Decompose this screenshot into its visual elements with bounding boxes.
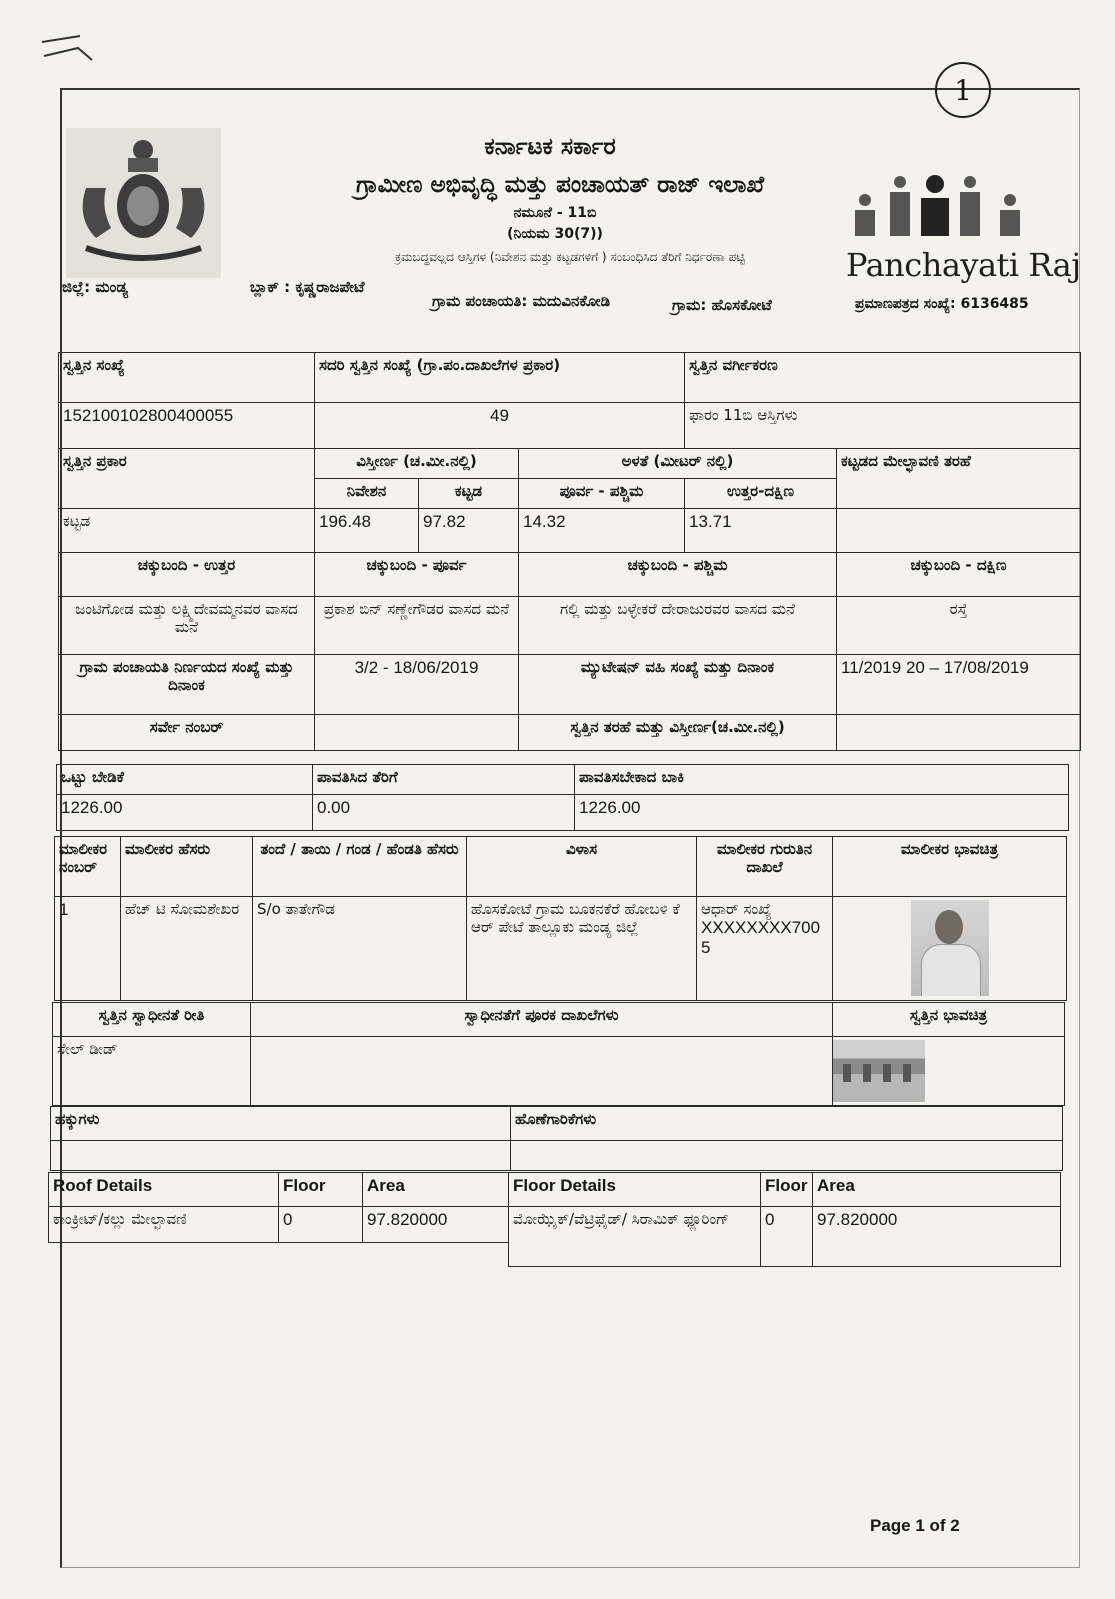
header-classification: ಸ್ವತ್ತಿನ ವರ್ಗೀಕರಣ xyxy=(685,353,1081,403)
form-description: ಕ್ರಮಬದ್ಧವಲ್ಲದ ಆಸ್ತಿಗಳ (ನಿವೇಶನ ಮತ್ತು ಕಟ್ಟಡಗಳಿಗೆ ) ಸಂಬಂಧಿಸಿದ ತೆರಿಗೆ ನಿರ್ಧರಣಾ ಪಟ್ಟಿ xyxy=(395,250,745,264)
header-mutation: ಮ್ಯುಟೇಷನ್ ವಹಿ ಸಂಖ್ಯೆ ಮತ್ತು ದಿನಾಂಕ xyxy=(519,655,837,715)
mutation: 11/2019 20 – 17/08/2019 xyxy=(837,655,1081,715)
boundary-west: ಗಲ್ಲಿ ಮತ್ತು ಬಳ್ಳೇಕರೆ ದೇರಾಜುರವರ ವಾಸದ ಮನೆ xyxy=(519,597,837,655)
classification: ಫಾರಂ 11ಬಿ ಆಸ್ತಿಗಳು xyxy=(685,403,1081,449)
village-label: ಗ್ರಾಮ: ಹೊಸಕೋಟೆ xyxy=(672,296,772,314)
tax-table xyxy=(56,764,1069,831)
rule-number: (ನಿಯಮ 30(7)) xyxy=(507,226,603,242)
karnataka-emblem-icon xyxy=(66,128,221,278)
boundary-north: ಜಂಟಿಗೋಡ ಮತ್ತು ಲಕ್ಷ್ಮಿದೇವಮ್ಮನವರ ವಾಸದ ಮನೆ xyxy=(59,597,315,655)
block-label: ಬ್ಲಾಕ್ : ಕೃಷ್ಣರಾಜಪೇಟೆ xyxy=(250,278,365,296)
east-west-length: 14.32 xyxy=(519,509,685,553)
header-survey-number: ಸರ್ವೇ ನಂಬರ್ xyxy=(59,715,315,751)
header-area: ವಿಸ್ತೀರ್ಣ (ಚ.ಮೀ.ನಲ್ಲಿ) xyxy=(315,449,519,479)
header-owner-name: ಮಾಲೀಕರ ಹೆಸರು xyxy=(121,837,253,897)
header-address: ವಿಳಾಸ xyxy=(467,837,697,897)
header-site: ನಿವೇಶನ xyxy=(315,479,419,509)
header-property-photo: ಸ್ವತ್ತಿನ ಭಾವಚಿತ್ರ xyxy=(833,1003,1065,1037)
property-photo-cell xyxy=(833,1037,1065,1106)
header-building: ಕಟ್ಟಡ xyxy=(419,479,519,509)
boundary-south: ರಸ್ತೆ xyxy=(837,597,1081,655)
roof-material: ಕಾಂಕ್ರೀಟ್/ಕಲ್ಲು ಮೇಲ್ಛಾವಣಿ xyxy=(49,1207,279,1243)
ownership-table xyxy=(52,1002,1065,1106)
header-tax-paid: ಪಾವತಿಸಿದ ತೆರಿಗೆ xyxy=(313,765,575,795)
owner-photo-cell xyxy=(833,897,1067,1001)
header-owner-photo: ಮಾಲೀಕರ ಭಾವಚಿತ್ರ xyxy=(833,837,1067,897)
id-proof-value: XXXXXXXX7005 xyxy=(701,918,821,957)
owner-photo xyxy=(911,900,989,996)
header-relation-name: ತಂದೆ / ತಾಯಿ / ಗಂಡ / ಹೆಂಡತಿ ಹೆಸರು xyxy=(253,837,467,897)
gp-resolution: 3/2 - 18/06/2019 xyxy=(315,655,519,715)
government-title: ಕರ್ನಾಟಕ ಸರ್ಕಾರ xyxy=(484,134,616,160)
floor-floor: 0 xyxy=(761,1207,813,1267)
building-area: 97.82 xyxy=(419,509,519,553)
total-demand: 1226.00 xyxy=(57,795,313,831)
liabilities-value xyxy=(511,1141,1063,1171)
header-total-demand: ಒಟ್ಟು ಬೇಡಿಕೆ xyxy=(57,765,313,795)
owner-name: ಹೆಚ್ ಟಿ ಸೋಮಶೇಖರ xyxy=(121,897,253,1001)
balance-due: 1226.00 xyxy=(575,795,1069,831)
sadari-number: 49 xyxy=(315,403,685,449)
header-east-west: ಪೂರ್ವ - ಪಶ್ಚಿಮ xyxy=(519,479,685,509)
rights-table xyxy=(50,1106,1063,1171)
survey-number xyxy=(315,715,519,751)
header-property-type: ಸ್ವತ್ತಿನ ಪ್ರಕಾರ xyxy=(59,449,315,509)
form-number: ನಮೂನೆ - 11ಬಿ xyxy=(513,205,597,221)
certificate-number: ಪ್ರಮಾಣಪತ್ರದ ಸಂಖ್ಯೆ: 6136485 xyxy=(855,296,1029,312)
header-boundary-north: ಚಕ್ಕುಬಂದಿ - ಉತ್ತರ xyxy=(59,553,315,597)
floor-area: 97.820000 xyxy=(813,1207,1061,1267)
header-boundary-east: ಚಕ್ಕುಬಂದಿ - ಪೂರ್ವ xyxy=(315,553,519,597)
header-liabilities: ಹೊಣೆಗಾರಿಕೆಗಳು xyxy=(511,1107,1063,1141)
header-boundary-west: ಚಕ್ಕುಬಂದಿ - ಪಶ್ಚಿಮ xyxy=(519,553,837,597)
owner-id-proof xyxy=(697,897,833,1001)
floor-material: ಮೋಝೈಕ್/ವೆಟ್ರಿಫೈಡ್/ ಸಿರಾಮಿಕ್ ಫ್ಲೂರಿಂಗ್ xyxy=(509,1207,761,1267)
header-sadari-number: ಸದರಿ ಸ್ವತ್ತಿನ ಸಂಖ್ಯೆ (ಗ್ರಾ.ಪಂ.ದಾಖಲೆಗಳ ಪ್ರಕಾರ) xyxy=(315,353,685,403)
pen-scribble xyxy=(40,30,100,70)
property-type-area xyxy=(837,715,1081,751)
header-roof-area: Area xyxy=(363,1173,509,1207)
site-area: 196.48 xyxy=(315,509,419,553)
district-label: ಜಿಲ್ಲೆ: ಮಂಡ್ಯ xyxy=(62,278,128,296)
header-ownership-mode: ಸ್ವತ್ತಿನ ಸ್ವಾಧೀನತೆ ರೀತಿ xyxy=(53,1003,251,1037)
header-floor-area: Area xyxy=(813,1173,1061,1207)
property-type: ಕಟ್ಟಡ xyxy=(59,509,315,553)
roof-details-table xyxy=(48,1172,509,1243)
header-ownership-documents: ಸ್ವಾಧೀನತೆಗೆ ಪೂರಕ ದಾಖಲೆಗಳು xyxy=(251,1003,833,1037)
panchayati-raj-logo-text: Panchayati Raj xyxy=(846,246,1081,284)
header-rights: ಹಕ್ಕುಗಳು xyxy=(51,1107,511,1141)
roof-floor: 0 xyxy=(279,1207,363,1243)
property-id: 152100102800400055 xyxy=(59,403,315,449)
header-id-proof: ಮಾಲೀಕರ ಗುರುತಿನ ದಾಖಲೆ xyxy=(697,837,833,897)
header-roof-floor: Floor xyxy=(279,1173,363,1207)
north-south-length: 13.71 xyxy=(685,509,837,553)
id-proof-label: ಆಧಾರ್ ಸಂಖ್ಯೆ xyxy=(701,900,772,918)
gram-panchayat-label: ಗ್ರಾಮ ಪಂಚಾಯತಿ: ಮದುವಿನಕೋಡಿ xyxy=(432,292,611,310)
owner-table xyxy=(54,836,1067,1001)
header-roof-details: Roof Details xyxy=(49,1173,279,1207)
ownership-documents xyxy=(251,1037,833,1106)
header-gp-resolution: ಗ್ರಾಮ ಪಂಚಾಯತಿ ನಿರ್ಣಯದ ಸಂಖ್ಯೆ ಮತ್ತು ದಿನಾಂಕ xyxy=(59,655,315,715)
department-title: ಗ್ರಾಮೀಣ ಅಭಿವೃದ್ಧಿ ಮತ್ತು ಪಂಚಾಯತ್ ರಾಜ್ ಇಲಾಖೆ xyxy=(356,172,764,198)
circled-page-number: 1 xyxy=(935,62,991,118)
header-floor-details: Floor Details xyxy=(509,1173,761,1207)
property-details-table xyxy=(58,352,1081,751)
tax-paid: 0.00 xyxy=(313,795,575,831)
header-boundary-south: ಚಕ್ಕುಬಂದಿ - ದಕ್ಷಿಣ xyxy=(837,553,1081,597)
boundary-east: ಪ್ರಕಾಶ ಬಿನ್ ಸಣ್ಣೇಗೌಡರ ವಾಸದ ಮನೆ xyxy=(315,597,519,655)
floor-details-table xyxy=(508,1172,1061,1267)
header-roof-type: ಕಟ್ಟಡದ ಮೇಲ್ಛಾವಣಿ ತರಹೆ xyxy=(837,449,1081,509)
header-balance-due: ಪಾವತಿಸಬೇಕಾದ ಬಾಕಿ xyxy=(575,765,1069,795)
owner-address: ಹೊಸಕೋಟೆ ಗ್ರಾಮ ಬೂಕನಕೆರೆ ಹೋಬಳಿ ಕೆ ಆರ್ ಪೇಟೆ ತಾಲ್ಲೂಕು ಮಂಡ್ಯ ಜಿಲ್ಲೆ xyxy=(467,897,697,1001)
relation-name: S/o ತಾತೇಗೌಡ xyxy=(253,897,467,1001)
table-row xyxy=(509,1207,1061,1267)
roof-type xyxy=(837,509,1081,553)
header-property-id: ಸ್ವತ್ತಿನ ಸಂಖ್ಯೆ xyxy=(59,353,315,403)
property-photo xyxy=(833,1040,925,1102)
ownership-mode: ಸೇಲ್ ಡೀಡ್ xyxy=(53,1037,251,1106)
header-property-type-area: ಸ್ವತ್ತಿನ ತರಹೆ ಮತ್ತು ವಿಸ್ತೀರ್ಣ(ಚ.ಮೀ.ನಲ್ಲಿ) xyxy=(519,715,837,751)
table-row xyxy=(49,1207,509,1243)
page-number: Page 1 of 2 xyxy=(870,1516,960,1535)
header-north-south: ಉತ್ತರ-ದಕ್ಷಿಣ xyxy=(685,479,837,509)
roof-area: 97.820000 xyxy=(363,1207,509,1243)
owner-number: 1 xyxy=(55,897,121,1001)
rights-value xyxy=(51,1141,511,1171)
panchayati-raj-logo-icon xyxy=(845,170,1035,240)
header-floor-floor: Floor xyxy=(761,1173,813,1207)
header-owner-number: ಮಾಲೀಕರ ನಂಬರ್ xyxy=(55,837,121,897)
header-measurement: ಅಳತೆ (ಮೀಟರ್ ನಲ್ಲಿ) xyxy=(519,449,837,479)
